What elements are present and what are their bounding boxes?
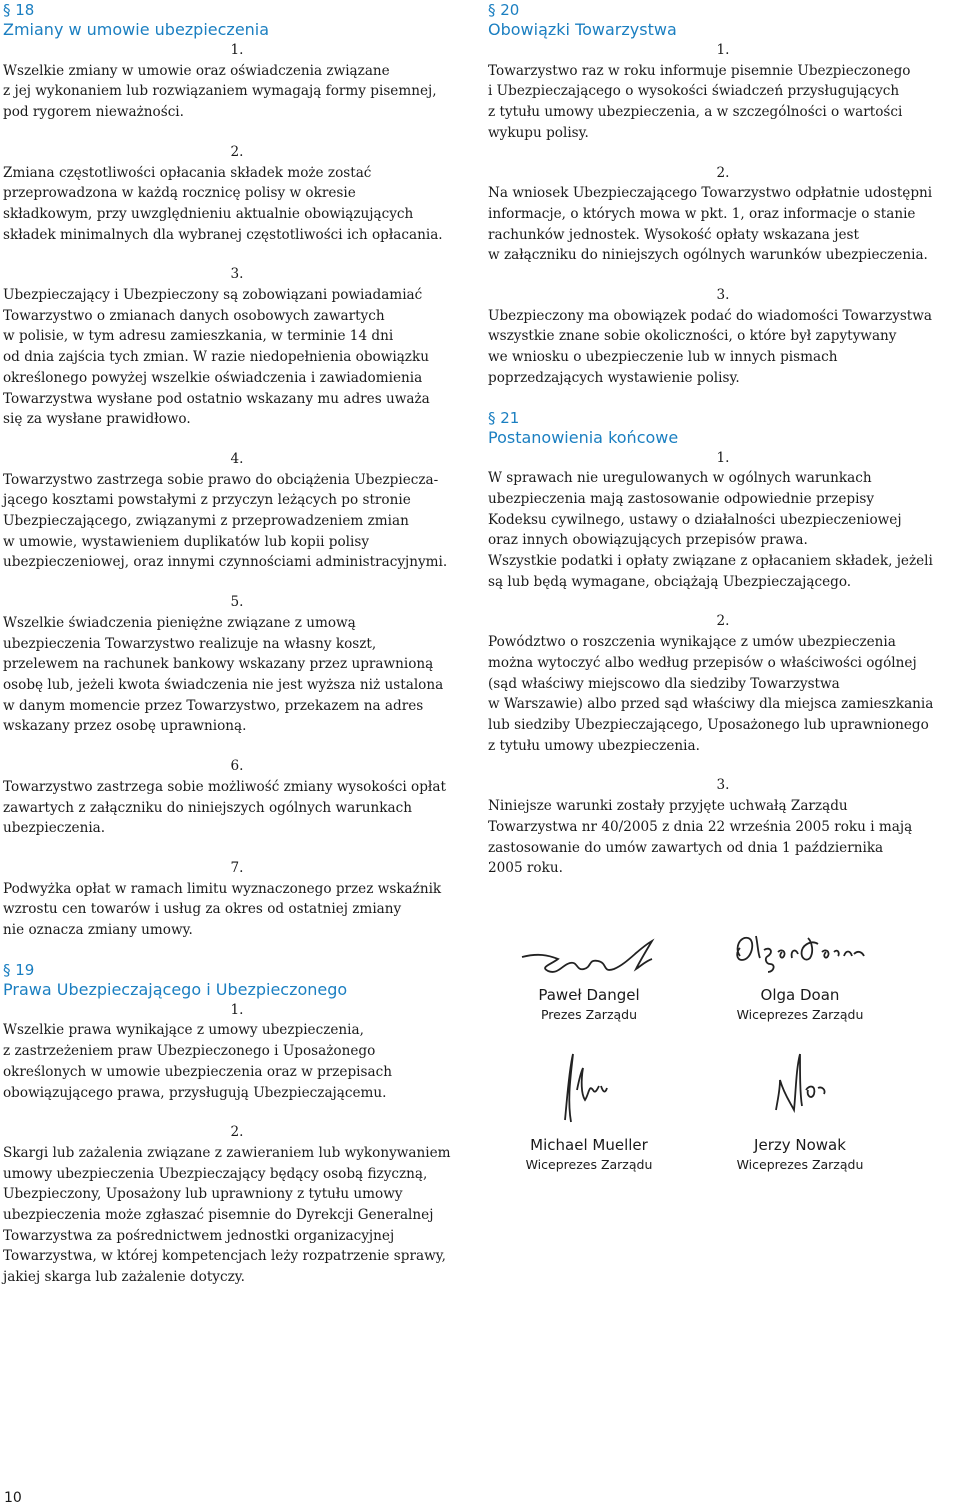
- section-19: [3, 960, 471, 1288]
- paragraph-number: 3.: [230, 266, 244, 283]
- text-line: 2005 roku.: [488, 860, 563, 877]
- paragraph: [3, 40, 471, 123]
- text-line: ubezpieczenia mają zastosowanie odpowiednie przepisy: [488, 490, 875, 507]
- text-line: zawartych z załączniku do niniejszych ogólnych warunkach: [3, 799, 412, 816]
- paragraph-text: [488, 306, 958, 389]
- text-line: Ubezpieczony ma obowiązek podać do wiadomości Towarzystwa: [488, 307, 933, 324]
- text-line: od dnia zajścia tych zmian. W razie niedopełnienia obowiązku: [3, 349, 429, 366]
- signature-block: [690, 985, 910, 1025]
- text-line: Na wniosek Ubezpieczającego Towarzystwo odpłatnie udostępni: [488, 185, 933, 202]
- paragraph-number: 1.: [716, 42, 730, 58]
- paragraph-text: [488, 61, 958, 144]
- paragraph-text: [3, 1143, 471, 1288]
- text-line: obowiązującego prawa, przysługują Ubezpieczającemu.: [3, 1084, 387, 1101]
- signatory-name: Paweł Dangel: [538, 986, 640, 1004]
- signature-doan-image: [730, 928, 870, 978]
- paragraph-text: [488, 183, 958, 266]
- text-line: Wszelkie zmiany w umowie oraz oświadczenia związane: [3, 62, 390, 79]
- text-line: ubezpieczeniowej, oraz innymi czynnościami administracyjnymi.: [3, 554, 448, 571]
- paragraph: [488, 775, 958, 879]
- text-line: ubezpieczenia.: [3, 820, 106, 837]
- signatory-role: Wiceprezes Zarządu: [736, 1157, 864, 1172]
- text-line: wszystkie znane sobie okoliczności, o które był zapytywany: [488, 328, 897, 345]
- text-line: z zastrzeżeniem praw Ubezpieczonego i Uposażonego: [3, 1043, 376, 1060]
- section-number: § 19: [3, 960, 35, 979]
- paragraph-text: [3, 1020, 471, 1103]
- paragraph: [3, 449, 471, 573]
- paragraph-text: [3, 777, 471, 839]
- signatory-role: Wiceprezes Zarządu: [525, 1157, 653, 1172]
- section-number: § 20: [488, 1, 520, 19]
- text-line: w danym momencie przez Towarzystwo, przekazem na adres: [3, 697, 424, 714]
- section-number: § 21: [488, 408, 520, 427]
- paragraph-number: 4.: [230, 450, 244, 467]
- paragraph-text: [3, 879, 471, 941]
- paragraph-text: [3, 163, 471, 246]
- text-line: oraz innych obowiązujących przepisów prawa.: [488, 532, 808, 549]
- section-title: Prawa Ubezpieczającego i Ubezpieczonego: [3, 979, 348, 999]
- paragraph-text: [488, 468, 958, 592]
- text-line: Towarzystwa nr 40/2005 z dnia 22 września 2005 roku i mają: [488, 818, 913, 835]
- paragraph: [3, 858, 471, 941]
- text-line: określonych w umowie ubezpieczenia oraz w przepisach: [3, 1063, 392, 1080]
- text-line: pod rygorem nieważności.: [3, 104, 184, 121]
- section-title: Obowiązki Towarzystwa: [488, 20, 677, 39]
- signatory-role: Wiceprezes Zarządu: [736, 1007, 864, 1022]
- text-line: rachunków jednostek. Wysokość opłaty wskazana jest: [488, 226, 859, 243]
- text-line: z tytułu umowy ubezpieczenia.: [488, 737, 700, 754]
- paragraph: [3, 264, 471, 430]
- text-line: Towarzystwa za pośrednictwem jednostki organizacyjnej: [3, 1227, 395, 1244]
- paragraph: [488, 40, 958, 144]
- section-number: § 18: [3, 1, 35, 19]
- signatory-name: Michael Mueller: [530, 1136, 648, 1154]
- paragraph-number: 2.: [716, 613, 730, 630]
- text-line: Powództwo o roszczenia wynikające z umów ubezpieczenia: [488, 634, 896, 651]
- text-line: Towarzystwo o zmianach danych osobowych zawartych: [3, 307, 385, 324]
- text-line: Ubezpieczającego, związanymi z przeprowadzeniem zmian: [3, 513, 409, 530]
- section-19-paragraphs: [3, 1000, 471, 1288]
- section-18-paragraphs: [3, 40, 471, 941]
- text-line: są lub będą wymagane, obciążają Ubezpieczającego.: [488, 573, 852, 590]
- text-line: Wszelkie prawa wynikające z umowy ubezpieczenia,: [3, 1022, 364, 1039]
- text-line: Kodeksu cywilnego, ustawy o działalności ubezpieczeniowej: [488, 511, 902, 528]
- text-line: Skargi lub zażalenia związane z zawieraniem lub wykonywaniem: [3, 1144, 451, 1161]
- paragraph-text: [3, 613, 471, 737]
- section-title: Zmiany w umowie ubezpieczenia: [3, 20, 270, 39]
- paragraph-number: 3.: [716, 777, 730, 794]
- paragraph-text: [3, 61, 471, 123]
- text-line: Towarzystwo zastrzega sobie prawo do obciążenia Ubezpiecza-: [3, 471, 439, 488]
- paragraph-number: 6.: [230, 758, 244, 775]
- signatory-name: Olga Doan: [760, 986, 840, 1004]
- text-line: Ubezpieczony, Uposażony lub uprawniony z tytułu umowy: [3, 1186, 403, 1203]
- text-line: z tytułu umowy ubezpieczenia, a w szczególności o wartości: [488, 104, 903, 121]
- signature-block: [479, 1135, 699, 1175]
- text-line: w polisie, w tym adresu zamieszkania, w terminie 14 dni: [3, 328, 394, 345]
- section-21-paragraphs: [488, 448, 958, 879]
- paragraph-text: [3, 285, 471, 430]
- text-line: poprzedzających wystawienie polisy.: [488, 369, 740, 386]
- text-line: i Ubezpieczającego o wysokości świadczeń przysługujących: [488, 83, 900, 100]
- text-line: informacje, o których mowa w pkt. 1, oraz informacje o stanie: [488, 205, 916, 222]
- signature-nowak-image: [770, 1050, 840, 1120]
- text-line: składek minimalnych dla wybranej częstotliwości ich opłacania.: [3, 226, 443, 243]
- text-line: ubezpieczenia może zgłaszać pisemnie do Dyrekcji Generalnej: [3, 1207, 434, 1224]
- text-line: nie oznacza zmiany umowy.: [3, 922, 193, 939]
- paragraph-number: 1.: [230, 42, 244, 58]
- signature-mueller-image: [545, 1050, 635, 1130]
- text-line: z jej wykonaniem lub rozwiązaniem wymagają formy pisemnej,: [3, 83, 437, 100]
- text-line: wykupu polisy.: [488, 124, 589, 141]
- text-line: Podwyżka opłat w ramach limitu wyznaczonego przez wskaźnik: [3, 880, 442, 897]
- paragraph: [3, 142, 471, 246]
- paragraph: [3, 756, 471, 839]
- text-line: Zmiana częstotliwości opłacania składek może zostać: [3, 164, 372, 181]
- paragraph: [488, 611, 958, 756]
- text-line: składkowym, przy uwzględnieniu aktualnie obowiązujących: [3, 205, 414, 222]
- section-20-paragraphs: [488, 40, 958, 389]
- paragraph: [3, 1000, 471, 1104]
- signature-block: [690, 1135, 910, 1175]
- text-line: Ubezpieczający i Ubezpieczony są zobowiązani powiadamiać: [3, 287, 423, 304]
- paragraph: [488, 448, 958, 593]
- text-line: umowy ubezpieczenia Ubezpieczający będący osobą fizyczną,: [3, 1165, 428, 1182]
- text-line: (sąd właściwy miejscowo dla siedziby Towarzystwa: [488, 675, 840, 692]
- text-line: jakiej skarga lub zażalenie dotyczy.: [3, 1269, 245, 1286]
- text-line: przelewem na rachunek bankowy wskazany przez uprawnioną: [3, 656, 434, 673]
- text-line: zastosowanie do umów zawartych od dnia 1 października: [488, 839, 884, 856]
- signature-block: [479, 985, 699, 1025]
- text-line: w Warszawie) albo przed sąd właściwy dla miejsca zamieszkania: [488, 696, 934, 713]
- text-line: we wniosku o ubezpieczenie lub w innych pismach: [488, 349, 838, 366]
- paragraph-text: [488, 632, 958, 756]
- text-line: się za wysłane prawidłowo.: [3, 411, 191, 428]
- text-line: jącego kosztami powstałymi z przyczyn leżących po stronie: [3, 492, 411, 509]
- section-title: Postanowienia końcowe: [488, 427, 679, 447]
- signatory-name: Jerzy Nowak: [754, 1136, 846, 1154]
- text-line: Towarzystwo raz w roku informuje pisemnie Ubezpieczonego: [488, 62, 911, 79]
- text-line: przeprowadzona w każdą rocznicę polisy w okresie: [3, 185, 356, 202]
- text-line: wzrostu cen towarów i usług za okres od ostatniej zmiany: [3, 901, 402, 918]
- paragraph: [488, 285, 958, 389]
- paragraph-number: 1.: [716, 449, 730, 466]
- text-line: w umowie, wystawieniem duplikatów lub kopii polisy: [3, 533, 370, 550]
- text-line: ubezpieczenia Towarzystwo realizuje na własny koszt,: [3, 635, 377, 652]
- text-line: Niniejsze warunki zostały przyjęte uchwałą Zarządu: [488, 798, 848, 815]
- page-number: 10: [4, 1490, 22, 1506]
- text-line: w załączniku do niniejszych ogólnych warunków ubezpieczenia.: [488, 247, 928, 264]
- text-line: Wszystkie podatki i opłaty związane z opłacaniem składek, jeżeli: [488, 553, 933, 570]
- text-line: określonego powyżej wszelkie oświadczenia i zawiadomienia: [3, 369, 423, 386]
- section-21: [488, 408, 958, 879]
- section-18: [3, 0, 471, 941]
- text-line: można wytoczyć albo według przepisów o właściwości ogólnej: [488, 654, 917, 671]
- text-line: W sprawach nie uregulowanych w ogólnych warunkach: [488, 470, 872, 487]
- paragraph: [3, 1122, 471, 1288]
- paragraph-number: 2.: [716, 164, 730, 181]
- right-column: [488, 0, 958, 898]
- paragraph-number: 3.: [716, 287, 730, 304]
- signature-dangel-image: [518, 935, 658, 985]
- paragraph-number: 1.: [230, 1001, 244, 1018]
- paragraph-number: 5.: [230, 594, 244, 611]
- paragraph-text: [3, 470, 471, 574]
- signatory-role: Prezes Zarządu: [540, 1007, 638, 1022]
- paragraph-text: [488, 796, 958, 879]
- paragraph-number: 2.: [230, 1124, 244, 1141]
- text-line: Towarzystwa wysłane pod ostatnio wskazany mu adres uważa: [3, 390, 430, 407]
- text-line: lub siedziby Ubezpieczającego, Uposażonego lub uprawnionego: [488, 716, 929, 733]
- text-line: wskazany przez osobę uprawnioną.: [3, 718, 247, 735]
- text-line: Towarzystwo zastrzega sobie możliwość zmiany wysokości opłat: [3, 778, 446, 795]
- paragraph-number: 2.: [230, 143, 244, 160]
- paragraph: [488, 163, 958, 267]
- paragraph-number: 7.: [230, 859, 244, 876]
- left-column: [3, 0, 471, 1307]
- section-20: [488, 0, 958, 389]
- text-line: Wszelkie świadczenia pieniężne związane z umową: [3, 614, 356, 631]
- text-line: osobę lub, jeżeli kwota świadczenia nie jest wyższa niż ustalona: [3, 676, 444, 693]
- paragraph: [3, 592, 471, 737]
- text-line: Towarzystwa, w której kompetencjach leży rozpatrzenie sprawy,: [3, 1248, 446, 1265]
